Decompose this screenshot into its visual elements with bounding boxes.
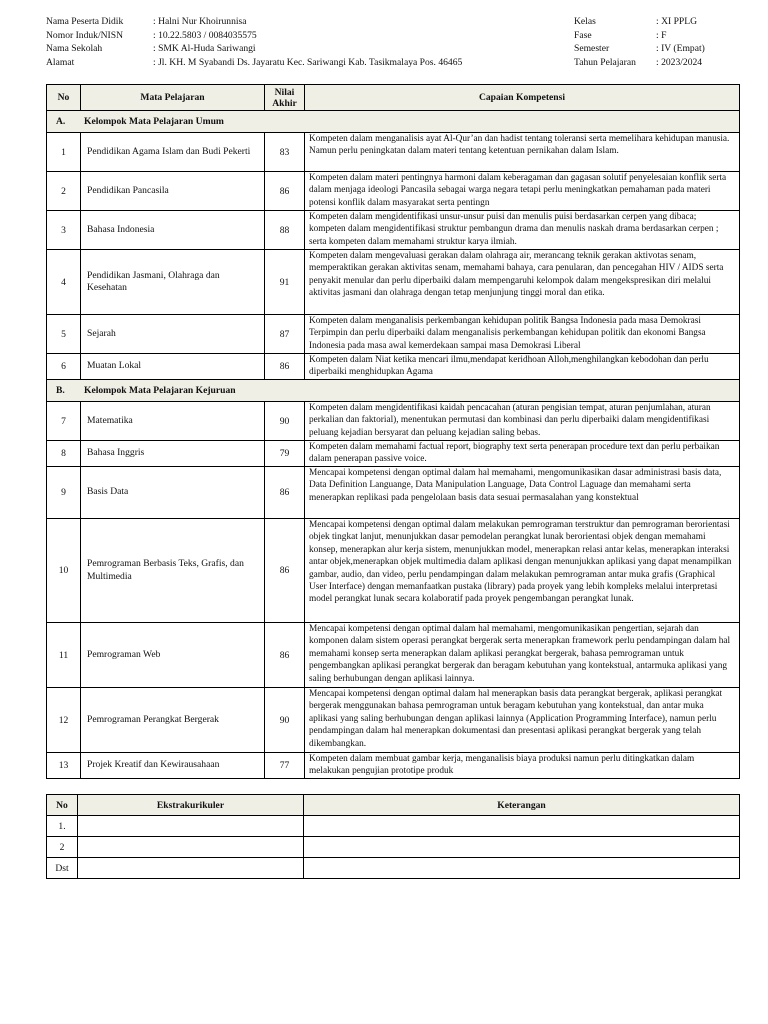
subject-name: Pendidikan Agama Islam dan Budi Pekerti: [81, 133, 265, 172]
competency-description: Mencapai kompetensi dengan optimal dalam hal memahami, mengomunikasikan pengertian, sejarah dan komponen dalam sistem operasi perangkat bergerak serta menerapkan framework perlu pendampingan dalam hal memahami konsep serta menerapkan dalam aplikasi perangkat bergerak, bahasa pemrograman untuk pengembangkan aplikasi perangkat bergerak dan beragam kebutuhan yang kontekstual, antarmuka aplikasi yang saling berhubungan dengan aplikasi lainnya.: [305, 623, 740, 688]
subject-name: Pendidikan Pancasila: [81, 172, 265, 211]
info-value: : F: [656, 29, 667, 41]
subject-name: Projek Kreatif dan Kewirausahaan: [81, 753, 265, 779]
table-row: [47, 172, 740, 211]
subject-name: Pemrograman Berbasis Teks, Grafis, dan Multimedia: [81, 519, 265, 623]
competency-description: Kompeten dalam materi pentingnya harmoni dalam keberagaman dan gagasan solutif penyelesaian konflik serta dalam menjaga ideologi Pancasila sebagai warga negara tetapi perlu meningkatkan pemahaman pada materi potensi konflik dalam masyarakat serta pentingn: [305, 172, 740, 211]
table-row: [47, 402, 740, 441]
row-number: 5: [47, 315, 81, 354]
competency-description: Kompeten dalam memahami factual report, biography text serta penerapan procedure text dan perlu perbaikan dalam penerapan passive voice.: [305, 441, 740, 467]
table-row: [47, 441, 740, 467]
row-number: 9: [47, 467, 81, 519]
header-activity: Ekstrakurikuler: [78, 795, 304, 816]
table-row: [47, 133, 740, 172]
info-value: : 2023/2024: [656, 57, 703, 68]
subject-name: Sejarah: [81, 315, 265, 354]
competency-description: Kompeten dalam menganalisis perkembangan kehidupan politik Bangsa Indonesia pada masa Demokrasi Terpimpin dan perlu diperbaiki dalam menganalisis perkembangan kehidupan politik dan ekonomi Bangsa Indonesia pada masa awal kemerdekaan sampai masa Demokrasi Liberal: [305, 315, 740, 354]
competency-description: Kompeten dalam mengidentifikasi kaidah pencacahan (aturan pengisian tempat, aturan penjumlahan, aturan perkalian dan faktorial), menentukan permutasi dan kombinasi dan perlu diperbaiki dalam mengidentifikasi peluang kejadian bersyarat dan peluang kejadian saling bebas.: [305, 402, 740, 441]
table-row: [47, 354, 740, 380]
final-score: 86: [265, 172, 305, 211]
row-number: 7: [47, 402, 81, 441]
info-value: : XI PPLG: [656, 16, 698, 27]
row-number: 8: [47, 441, 81, 467]
info-row-semester: [46, 42, 746, 55]
subject-name: Pendidikan Jasmani, Olahraga dan Kesehatan: [81, 250, 265, 315]
row-number: 10: [47, 519, 81, 623]
header-no: No: [47, 795, 78, 816]
grades-table-header: [47, 85, 740, 111]
grades-table-body: [47, 111, 740, 779]
row-number: 11: [47, 623, 81, 688]
info-label: Nama Sekolah: [46, 43, 103, 54]
grades-table: [46, 84, 740, 779]
group-letter: B.: [56, 385, 65, 396]
info-label: Alamat: [46, 57, 75, 68]
competency-description: Mencapai kompetensi dengan optimal dalam melakukan pemrograman terstruktur dan pemrograman berorientasi objek tingkat lanjut, menunjukkan dasar pemodelan perangkat lunak berorientasi objek dengan memahami konsep, menerapkan alur kerja sistem, menunjukkan model, menerapkan relasi antar kelas, menerapkan interaksi antar objek,menerapkan objek multimedia dalam aplikasi dengan menunjukkan aplikasi yang dapat menampilkan gambar, audio, dan video, perlu pendampingan dalam melakukan pemrograman antar muka grafis (Graphical User Interface) dengan memanfaatkan pustaka (library) pada proyek yang lebih kompleks melalui interpretasi model perangkat lunak secara kolaboratif pada proyek pengembangan perangkat lunak.: [305, 519, 740, 623]
table-row: [47, 837, 740, 858]
info-label: Semester: [574, 43, 610, 54]
activity-name: [78, 858, 304, 879]
subject-name: Basis Data: [81, 467, 265, 519]
table-row: [47, 250, 740, 315]
row-number: 12: [47, 688, 81, 753]
competency-description: Mencapai kompetensi dengan optimal dalam hal menerapkan basis data perangkat bergerak, aplikasi perangkat bergerak menggunakan bahasa pemrograman untuk beragam kebutuhan yang kontekstual, dan antar muka aplikasi yang saling berhubungan dengan aplikasi lainnya (Application Programming Interface), namun perlu pendampingan dalam hal menerapkan dokumentasi dan presentasi aplikasi perangkat bergerak yang telah dikembangkan.: [305, 688, 740, 753]
group-title: Kelompok Mata Pelajaran Umum: [84, 116, 224, 127]
final-score: 87: [265, 315, 305, 354]
info-value: : SMK Al-Huda Sariwangi: [153, 43, 256, 54]
row-number: 4: [47, 250, 81, 315]
info-label: Tahun Pelajaran: [574, 57, 636, 68]
subject-name: Bahasa Indonesia: [81, 211, 265, 250]
row-number: 13: [47, 753, 81, 779]
info-label: Fase: [574, 29, 592, 41]
competency-description: Mencapai kompetensi dengan optimal dalam hal memahami, mengomunikasikan dasar administrasi basis data, Data Definition Languange, Data Manipulation Language, Data Control Laguage dan memahami serta menerapkan replikasi pada pengelolaan basis data sesuai permasalahan yang konstektual: [305, 467, 740, 519]
table-row: [47, 753, 740, 779]
extracurricular-table-body: [47, 816, 740, 879]
final-score: 86: [265, 467, 305, 519]
row-number: 2: [47, 837, 78, 858]
table-row: [47, 519, 740, 623]
final-score: 91: [265, 250, 305, 315]
subject-group-row: [47, 111, 740, 133]
row-number: 3: [47, 211, 81, 250]
info-row-class: [46, 15, 746, 28]
info-value: : IV (Empat): [656, 43, 705, 54]
info-label: Nama Peserta Didik: [46, 16, 124, 27]
info-value: : Halni Nur Khoirunnisa: [153, 16, 247, 27]
competency-description: Kompeten dalam menganalisis ayat Al-Qur’an dan hadist tentang toleransi serta memelihara kehidupan manusia. Namun perlu peningkatan dalam materi tentang ketentuan pernikahan dalam Islam.: [305, 133, 740, 172]
subject-group-heading: [47, 380, 740, 402]
group-letter: A.: [56, 116, 66, 127]
info-value: : 10.22.5803 / 0084035575: [153, 29, 257, 41]
header-score: Nilai Akhir: [265, 85, 305, 111]
subject-name: Matematika: [81, 402, 265, 441]
header-note: Keterangan: [304, 795, 740, 816]
final-score: 86: [265, 623, 305, 688]
table-row: [47, 315, 740, 354]
activity-note: [304, 858, 740, 879]
table-row: [47, 816, 740, 837]
table-row: [47, 467, 740, 519]
activity-note: [304, 816, 740, 837]
table-row: [47, 211, 740, 250]
final-score: 90: [265, 688, 305, 753]
activity-name: [78, 816, 304, 837]
header-subject: Mata Pelajaran: [81, 85, 265, 111]
activity-name: [78, 837, 304, 858]
row-number: 2: [47, 172, 81, 211]
info-label: Nomor Induk/NISN: [46, 29, 124, 41]
final-score: 86: [265, 519, 305, 623]
row-number: Dst: [47, 858, 78, 879]
final-score: 86: [265, 354, 305, 380]
final-score: 79: [265, 441, 305, 467]
extracurricular-table-header: [47, 795, 740, 816]
final-score: 83: [265, 133, 305, 172]
final-score: 88: [265, 211, 305, 250]
student-info-header: [46, 15, 746, 73]
info-value: : Jl. KH. M Syabandi Ds. Jayaratu Kec. Sariwangi Kab. Tasikmalaya Pos. 46465: [153, 57, 463, 68]
final-score: 77: [265, 753, 305, 779]
header-competency: Capaian Kompetensi: [305, 85, 740, 111]
competency-description: Kompeten dalam membuat gambar kerja, menganalisis biaya produksi namun perlu ditingkatkan dalam melakukan pengujian prototipe produk: [305, 753, 740, 779]
table-row: [47, 688, 740, 753]
subject-name: Bahasa Inggris: [81, 441, 265, 467]
row-number: 6: [47, 354, 81, 380]
group-title: Kelompok Mata Pelajaran Kejuruan: [84, 385, 236, 396]
table-row: [47, 623, 740, 688]
competency-description: Kompeten dalam mengidentifikasi unsur-unsur puisi dan menulis puisi berdasarkan cerpen yang dibaca; kompeten dalam mengidentifikasi struktur pembangun drama dan menulis naskah drama berdasarkan cerpen ; serta kompeten dalam memahami struktur karya ilmiah.: [305, 211, 740, 250]
subject-name: Pemrograman Perangkat Bergerak: [81, 688, 265, 753]
info-label: Kelas: [574, 16, 596, 27]
row-number: 1.: [47, 816, 78, 837]
competency-description: Kompeten dalam Niat ketika mencari ilmu,mendapat keridhoan Alloh,menghilangkan kebodohan dan perlu diperbaiki menghidupkan Agama: [305, 354, 740, 380]
subject-name: Muatan Lokal: [81, 354, 265, 380]
info-row-academic-year: [46, 56, 746, 69]
subject-name: Pemrograman Web: [81, 623, 265, 688]
subject-group-heading: [47, 111, 740, 133]
subject-group-row: [47, 380, 740, 402]
info-row-phase: [46, 29, 746, 42]
extracurricular-table: [46, 794, 740, 879]
activity-note: [304, 837, 740, 858]
final-score: 90: [265, 402, 305, 441]
header-no: No: [47, 85, 81, 111]
row-number: 1: [47, 133, 81, 172]
competency-description: Kompeten dalam mengevaluasi gerakan dalam olahraga air, merancang teknik gerakan aktivotas senam, memperaktikan gerakan aktivitas senam, memahami bahaya, cara penularan, dan pencegahan HIV / AIDS serta penyakit menular dan perlu diperbaiki dalam mempengaruhi kelompok dalam mengekspresikan diri melalui aktivitas jasmani dan olahraga dengan tetap menjunjung tinggi moral dan etika.: [305, 250, 740, 315]
table-row: [47, 858, 740, 879]
